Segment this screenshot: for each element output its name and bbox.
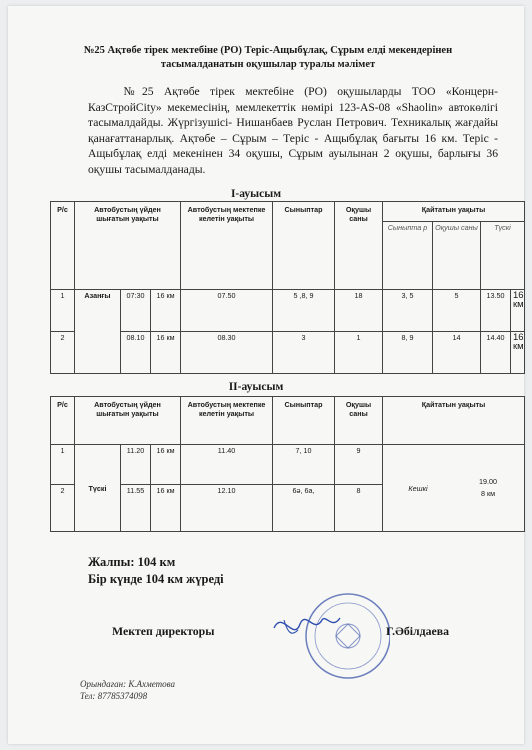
cell-ret-km: 8 км <box>480 489 496 498</box>
cell-ret-time: 19.00 <box>479 477 497 486</box>
cell-time: 11.20 <box>121 445 151 485</box>
total-distance: Жалпы: 104 км <box>88 555 176 569</box>
sub-afternoon: Түскі <box>481 222 525 290</box>
cell-students: 9 <box>335 445 383 485</box>
sub-students: Оқушы саны <box>433 222 481 290</box>
col-students: Оқушы саны <box>335 397 383 445</box>
cell-km: 16 км <box>151 332 181 374</box>
col-classes: Сыныптар <box>273 202 335 290</box>
cell-students: 1 <box>335 332 383 374</box>
cell-km: 16 км <box>151 290 181 332</box>
cell-classes: 3 <box>273 332 335 374</box>
shift-1-table <box>50 201 525 374</box>
cell-classes: 5 ,8, 9 <box>273 290 335 332</box>
cell-classes: 7, 10 <box>273 445 335 485</box>
cell-return-block <box>383 445 525 532</box>
col-classes: Сыныптар <box>273 397 335 445</box>
school-seal-icon <box>270 590 390 682</box>
col-pc: Р/с <box>51 202 75 290</box>
cell-evening: Кешкі <box>408 483 428 493</box>
daily-distance: Бір күнде 104 км жүреді <box>88 572 224 586</box>
cell-classes: 6ә, 6а, <box>273 485 335 532</box>
cell-n: 1 <box>51 445 75 485</box>
cell-n: 2 <box>51 485 75 532</box>
shift-2-title: II-ауысым <box>228 381 284 393</box>
intro-paragraph <box>88 84 498 178</box>
table-header-row <box>51 202 525 222</box>
col-departure: Автобустың үйден шығатын уақыты <box>75 397 181 445</box>
cell-ret-students: 14 <box>433 332 481 374</box>
shift-1-title: I-ауысым <box>230 188 282 200</box>
intro-text: №25 Ақтөбе тірек мектебіне (РО) оқушыларды ТОО «Концерн-КазСтройCity» мекемесінің, мемлекеттік нөмірі 123-AS-08 «Shaolin» автокөлігі тасымалдайды. Жүргізушісі- Нишанбаев Руслан Петрович. Техникалық жағдайы қанағаттанарлық. Ақтөбе – Сұрым – Теріс - Ащыбұлақ бағыты 16 км. Теріс - Ащыбұлақ елді мекенінен 34 оқушы, Сұрым ауылынан 2 оқушы, барлығы 36 оқушы тасымалданады. <box>88 85 498 176</box>
document-title: №25 Ақтөбе тірек мектебіне (РО) Теріс-Ащыбұлақ, Сұрым елді мекендерінен тасымалданатын оқушылар туралы мәлімет <box>83 45 453 70</box>
cell-n: 2 <box>51 332 75 374</box>
cell-ret-km: 16 км <box>511 332 525 374</box>
col-return: Қайтатын уақыты <box>383 202 525 222</box>
cell-arrival: 07.50 <box>181 290 273 332</box>
col-arrival: Автобустың мектепке келетін уақыты <box>181 202 273 290</box>
cell-ret-time: 14.40 <box>481 332 511 374</box>
cell-arrival: 11.40 <box>181 445 273 485</box>
cell-ret-classes: 8, 9 <box>383 332 433 374</box>
sub-classes: Сыныпта р <box>383 222 433 290</box>
col-arrival: Автобустың мектепке келетін уақыты <box>181 397 273 445</box>
executor-phone: Тел: 87785374098 <box>80 691 148 701</box>
table-row <box>51 445 525 485</box>
cell-ret-km: 16 км <box>511 290 525 332</box>
table-row <box>51 290 525 332</box>
cell-period: Азанғы <box>75 290 121 374</box>
col-departure: Автобустың үйден шығатын уақыты <box>75 202 181 290</box>
cell-km: 16 км <box>151 485 181 532</box>
col-pc: Р/с <box>51 397 75 445</box>
cell-n: 1 <box>51 290 75 332</box>
col-students: Оқушы саны <box>335 202 383 290</box>
director-role: Мектеп директоры <box>112 624 215 638</box>
cell-ret-time: 13.50 <box>481 290 511 332</box>
cell-time: 07:30 <box>121 290 151 332</box>
totals-block <box>88 554 224 588</box>
col-return: Қайтатын уақыты <box>383 397 525 445</box>
cell-km: 16 км <box>151 445 181 485</box>
cell-students: 18 <box>335 290 383 332</box>
document-sheet <box>8 6 524 744</box>
cell-ret-classes: 3, 5 <box>383 290 433 332</box>
director-name: Г.Әбілдаева <box>386 624 450 638</box>
shift-2-table <box>50 396 525 532</box>
cell-ret-students: 5 <box>433 290 481 332</box>
cell-arrival: 12.10 <box>181 485 273 532</box>
cell-time: 08.10 <box>121 332 151 374</box>
cell-time: 11.55 <box>121 485 151 532</box>
executor-name: Орындаған: К.Ахметова <box>80 679 176 689</box>
cell-arrival: 08.30 <box>181 332 273 374</box>
cell-students: 8 <box>335 485 383 532</box>
cell-period: Түскі <box>75 445 121 532</box>
table-row <box>51 332 525 374</box>
footer-block <box>80 678 175 702</box>
table-header-row <box>51 397 525 445</box>
